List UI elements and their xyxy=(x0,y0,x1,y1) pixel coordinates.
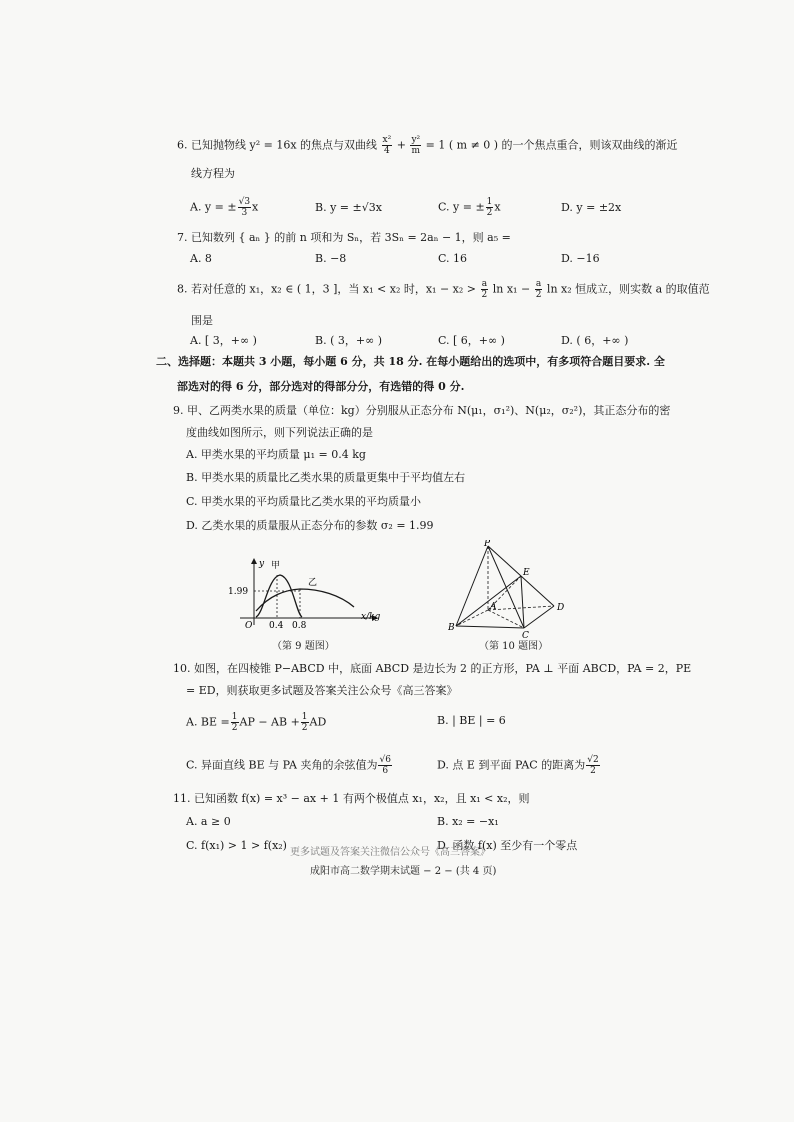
page-footer: 成阳市高二数学期末试题 − 2 − (共 4 页) xyxy=(310,866,497,877)
fig10-label-D: D xyxy=(557,603,565,613)
q6-fraction-x2-over-4: $\frac{\text{x²}}{4}$ xyxy=(382,135,392,156)
figure-10-pyramid xyxy=(448,540,578,640)
q10-option-d: D. 点 E 到平面 PAC 的距离为 $\frac{√2}{2}$ xyxy=(437,755,599,776)
q11-option-a: A. a ≥ 0 xyxy=(186,815,231,828)
watermark-text: 更多试题及答案关注微信公众号《高三答案》 xyxy=(290,847,490,858)
q8-stem-line2: 围是 xyxy=(191,314,213,327)
q9-stem-line1: 9. 甲、乙两类水果的质量（单位：kg）分别服从正态分布 N(μ₁，σ₁²)、N(μ₂，σ₂²)，其正态分布的密 xyxy=(173,404,671,417)
fig10-edge-AD xyxy=(488,606,554,610)
q9-stem-line2: 度曲线如图所示，则下列说法正确的是 xyxy=(186,426,373,439)
q8-stem-line1: 8. 若对任意的 x₁，x₂ ∈ ( 1，3 ]，当 x₁ < x₂ 时，x₁ − x₂ > $\frac{a}{2}$ ln x₁ − $\frac{a}{2}$ ln x₂ 恒成立，则实数 a 的取值范 xyxy=(177,279,710,300)
q10-option-c: C. 异面直线 BE 与 PA 夹角的余弦值为 $\frac{√6}{6}$ xyxy=(186,755,391,776)
q10-option-a: A. BE = $\frac{1}{2}$ AP − AB + $\frac{1}{2}$ AD xyxy=(186,712,327,733)
fig9-y-label: y xyxy=(259,559,265,569)
section2-heading-line1: 二、选择题：本题共 3 小题，每小题 6 分，共 18 分. 在每小题给出的选项中，有多项符合题目要求. 全 xyxy=(156,355,665,368)
fig9-tick-199: 1.99 xyxy=(228,587,249,597)
q6-option-a: A. y = ± $\frac{√3}{3}$ x xyxy=(190,197,259,218)
fig10-edge-BC xyxy=(456,626,524,628)
q8-option-b: B. ( 3，+∞ ) xyxy=(315,334,383,347)
fig10-edge-EC xyxy=(521,576,524,628)
fig10-edge-AC xyxy=(488,610,524,628)
q6-option-b: B. y = ±√3x xyxy=(315,201,382,214)
fig10-edge-AB xyxy=(456,610,488,626)
fig10-label-E: E xyxy=(523,568,530,578)
fig9-tick-08: 0.8 xyxy=(292,621,307,631)
q10-stem-line2: = ED，则获取更多试题及答案关注公众号《高三答案》 xyxy=(186,684,458,697)
q6-option-c: C. y = ± $\frac{1}{2}$ x xyxy=(438,197,501,218)
q7-option-d: D. −16 xyxy=(561,252,600,265)
fig10-edge-CD xyxy=(524,606,554,628)
fig9-curve-jia xyxy=(256,575,302,617)
q11-option-d: D. 函数 f(x) 至少有一个零点 xyxy=(437,839,578,852)
q10-option-b: B. | BE | = 6 xyxy=(437,714,506,727)
fig9-label-jia: 甲 xyxy=(271,561,281,571)
q6-text-b: = 1 ( m ≠ 0 ) 的一个焦点重合，则该双曲线的渐近 xyxy=(425,138,678,152)
fig10-caption: （第 10 题图） xyxy=(479,641,549,652)
q6-stem-line1 xyxy=(177,135,678,156)
q7-option-b: B. −8 xyxy=(315,252,347,265)
fig9-caption: （第 9 题图） xyxy=(272,641,335,652)
q8-option-c: C. [ 6，+∞ ) xyxy=(438,334,505,347)
q8-option-d: D. ( 6，+∞ ) xyxy=(561,334,629,347)
q9-option-c: C. 甲类水果的平均质量比乙类水果的平均质量小 xyxy=(186,495,422,508)
q11-option-c: C. f(x₁) > 1 > f(x₂) xyxy=(186,839,287,852)
q6-option-d: D. y = ±2x xyxy=(561,201,622,214)
fig9-tick-04: 0.4 xyxy=(269,621,284,631)
q9-option-d: D. 乙类水果的质量服从正态分布的参数 σ₂ = 1.99 xyxy=(186,519,434,532)
fig10-label-A: A xyxy=(490,602,497,612)
fig10-label-P: P xyxy=(484,540,491,549)
fig9-origin: O xyxy=(245,621,253,631)
q10-stem-line1: 10. 如图，在四棱锥 P−ABCD 中，底面 ABCD 是边长为 2 的正方形，PA ⊥ 平面 ABCD，PA = 2，PE xyxy=(173,662,692,675)
section2-heading-line2: 部选对的得 6 分，部分选对的得部分分，有选错的得 0 分. xyxy=(177,380,465,393)
q6-fraction-y2-over-m: $\frac{\text{y²}}{m}$ xyxy=(411,135,421,156)
fig10-label-C: C xyxy=(522,631,529,640)
fig9-x-label: x/kg xyxy=(361,612,381,622)
figure-9-normal-curves xyxy=(220,555,395,635)
q9-option-a: A. 甲类水果的平均质量 μ₁ = 0.4 kg xyxy=(186,448,366,461)
q6-text-a: 6. 已知抛物线 y² = 16x 的焦点与双曲线 xyxy=(177,138,378,152)
q11-stem: 11. 已知函数 f(x) = x³ − ax + 1 有两个极值点 x₁，x₂，且 x₁ < x₂，则 xyxy=(173,792,530,805)
q8-option-a: A. [ 3，+∞ ) xyxy=(190,334,257,347)
fig10-label-B: B xyxy=(448,623,455,633)
fig9-y-arrow xyxy=(251,558,257,564)
q6-plus: + xyxy=(396,138,406,152)
q9-option-b: B. 甲类水果的质量比乙类水果的质量更集中于平均值左右 xyxy=(186,471,466,484)
fig9-curve-yi xyxy=(256,589,354,611)
fig9-label-yi: 乙 xyxy=(308,578,318,588)
q7-option-a: A. 8 xyxy=(190,252,212,265)
q6-stem-line2: 线方程为 xyxy=(191,167,235,180)
q11-option-b: B. x₂ = −x₁ xyxy=(437,815,499,828)
q7-option-c: C. 16 xyxy=(438,252,468,265)
q7-stem: 7. 已知数列 { aₙ } 的前 n 项和为 Sₙ，若 3Sₙ = 2aₙ − 1，则 a₅ = xyxy=(177,231,511,244)
